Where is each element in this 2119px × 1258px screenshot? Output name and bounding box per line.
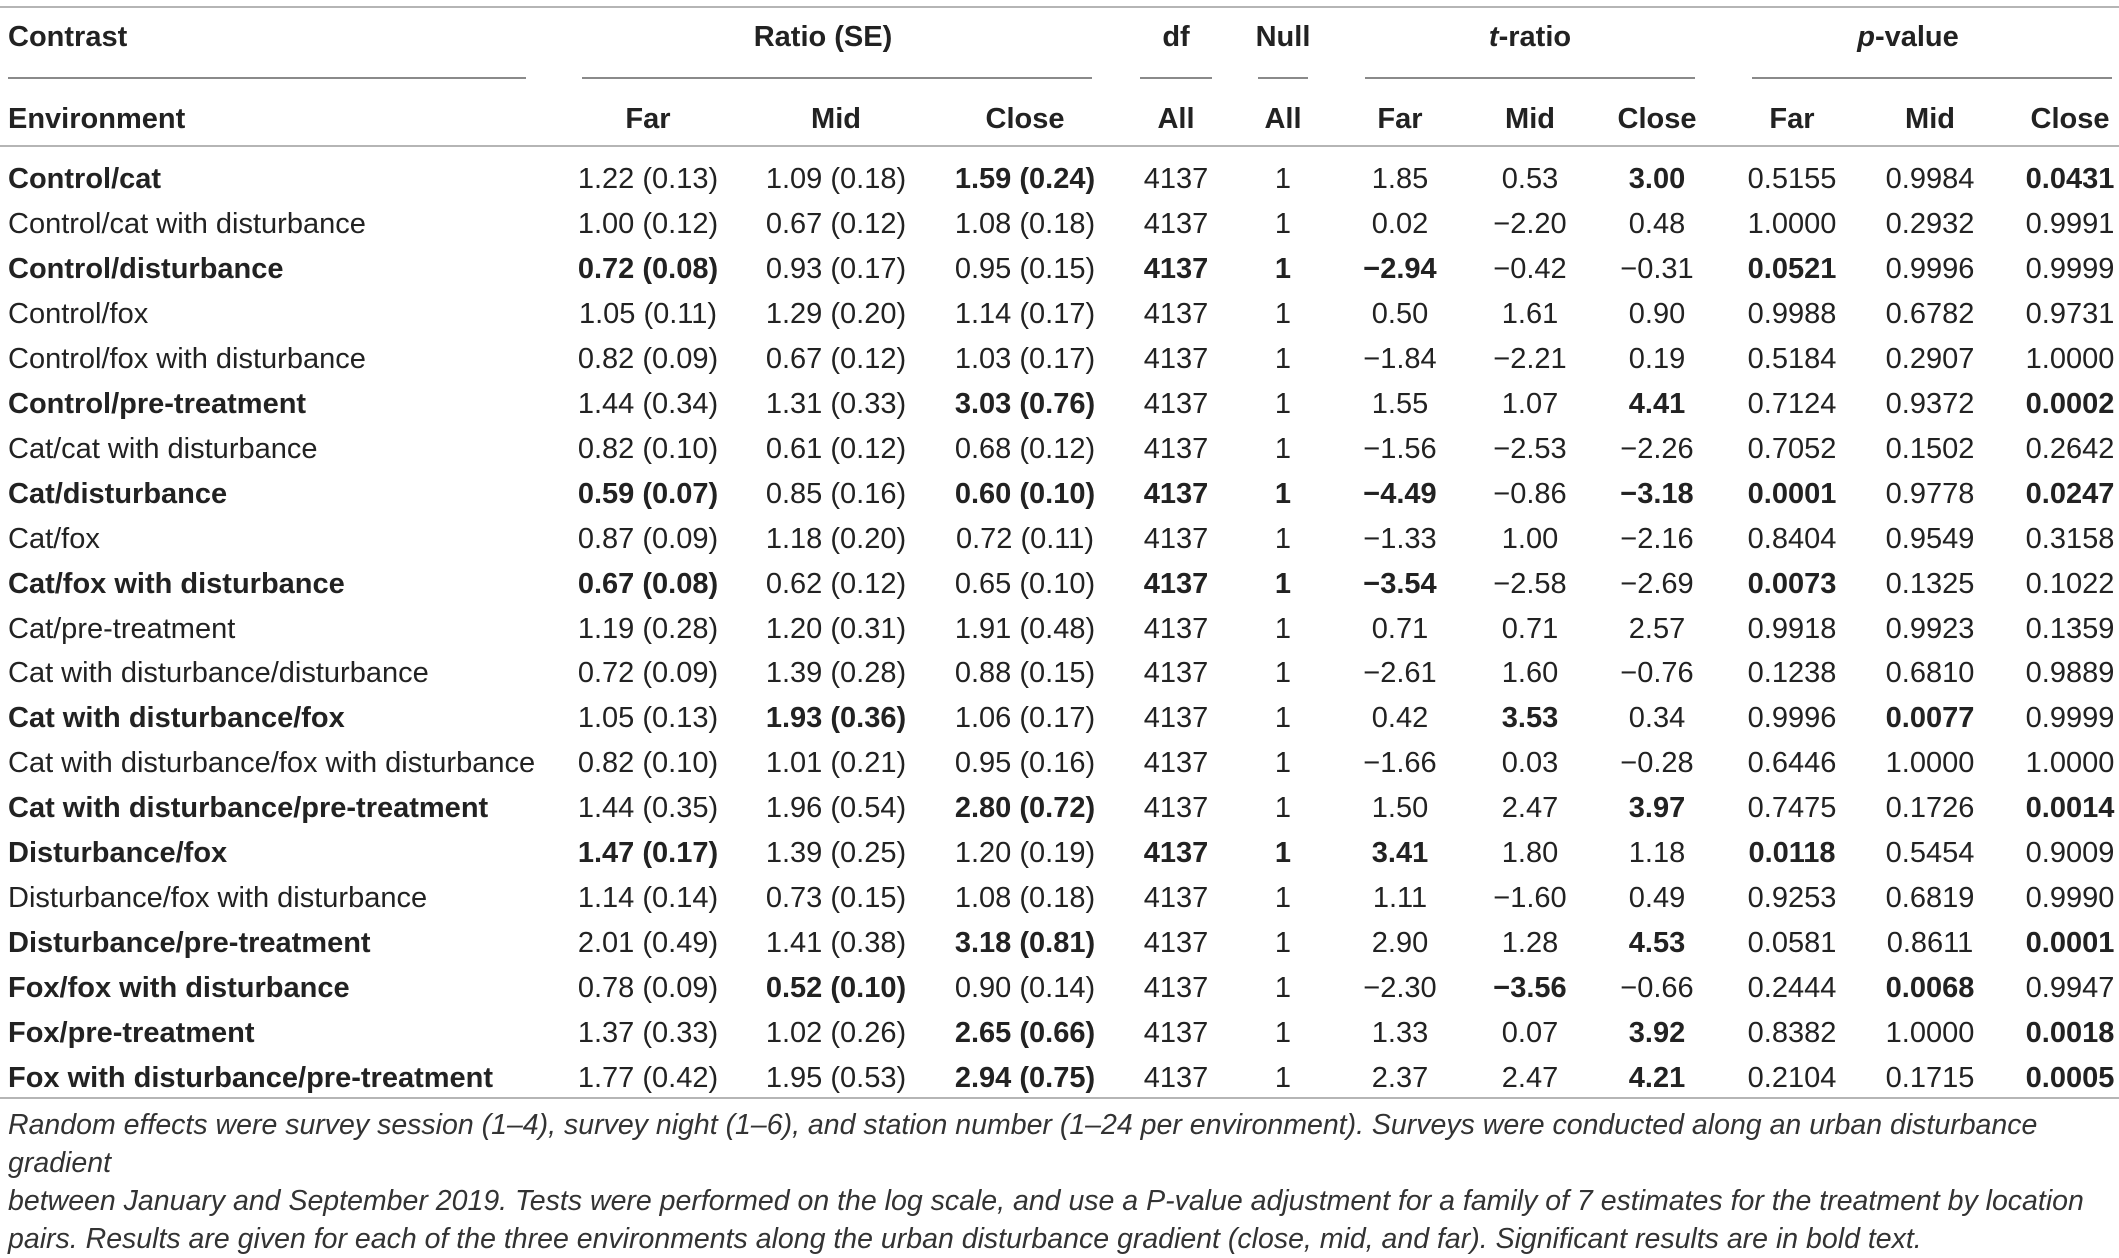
cell-p-mid: 0.9372 [1885, 387, 1975, 420]
cell-p-close: 0.1022 [2025, 567, 2115, 600]
cell-null: 1 [1274, 522, 1292, 555]
cell-ratio-close: 0.95 (0.15) [954, 252, 1096, 285]
cell-ratio-close: 0.68 (0.12) [954, 432, 1096, 465]
cell-t-close: 0.49 [1628, 882, 1686, 915]
cell-t-far: 1.50 [1371, 792, 1429, 825]
row-label: Cat with disturbance/fox with disturbance [8, 747, 536, 780]
df-underline [1140, 77, 1212, 79]
cell-ratio-close: 0.72 (0.11) [955, 522, 1095, 555]
cell-ratio-far: 1.00 (0.12) [577, 207, 719, 240]
cell-df: 4137 [1143, 297, 1209, 330]
cell-ratio-mid: 1.20 (0.31) [765, 612, 907, 645]
header-ratio-close: Close [985, 103, 1065, 135]
cell-df: 4137 [1143, 387, 1209, 420]
cell-ratio-mid: 1.95 (0.53) [765, 1062, 907, 1094]
cell-ratio-mid: 1.01 (0.21) [765, 747, 907, 780]
cell-p-far: 0.0073 [1747, 567, 1837, 600]
row-label: Control/cat with disturbance [8, 207, 366, 240]
cell-p-close: 0.0247 [2025, 477, 2115, 510]
cell-p-far: 0.0001 [1747, 477, 1837, 510]
cell-t-mid: −2.53 [1493, 432, 1567, 465]
cell-p-far: 0.7124 [1747, 387, 1837, 420]
cell-ratio-mid: 1.41 (0.38) [765, 927, 907, 960]
cell-ratio-mid: 1.09 (0.18) [765, 163, 907, 195]
row-label: Control/fox [8, 297, 149, 330]
cell-ratio-close: 1.59 (0.24) [954, 163, 1096, 195]
cell-null: 1 [1274, 657, 1292, 690]
cell-t-far: −1.66 [1363, 747, 1437, 780]
cell-t-mid: 1.60 [1501, 657, 1559, 690]
cell-p-close: 1.0000 [2025, 342, 2115, 375]
cell-ratio-mid: 0.67 (0.12) [765, 207, 907, 240]
cell-t-far: −1.33 [1363, 522, 1437, 555]
header-t-ratio-rest: -ratio [1498, 21, 1572, 53]
cell-ratio-close: 3.18 (0.81) [954, 927, 1096, 960]
cell-t-far: −4.49 [1363, 477, 1437, 510]
cell-t-mid: −0.42 [1493, 252, 1567, 285]
cell-t-close: 3.92 [1628, 1017, 1686, 1050]
cell-ratio-far: 0.82 (0.09) [577, 342, 719, 375]
cell-null: 1 [1274, 747, 1292, 780]
cell-df: 4137 [1143, 342, 1209, 375]
cell-ratio-mid: 0.73 (0.15) [765, 882, 907, 915]
cell-df: 4137 [1143, 972, 1209, 1005]
row-label: Fox with disturbance/pre-treatment [8, 1062, 494, 1094]
cell-p-close: 0.2642 [2025, 432, 2115, 465]
t-ratio-underline [1365, 77, 1695, 79]
cell-t-mid: 0.03 [1501, 747, 1559, 780]
cell-p-mid: 0.5454 [1885, 837, 1975, 870]
cell-df: 4137 [1143, 792, 1209, 825]
cell-t-close: −2.26 [1620, 432, 1694, 465]
row-label: Cat with disturbance/fox [8, 702, 345, 735]
row-label: Disturbance/fox with disturbance [8, 882, 428, 915]
cell-ratio-far: 1.77 (0.42) [577, 1062, 719, 1094]
cell-t-mid: 3.53 [1501, 702, 1559, 735]
cell-p-mid: 0.1502 [1885, 432, 1975, 465]
header-ratio-far: Far [625, 103, 671, 135]
header-environment: Environment [8, 103, 186, 135]
cell-null: 1 [1274, 432, 1292, 465]
cell-p-mid: 0.2932 [1885, 207, 1975, 240]
cell-t-mid: 2.47 [1501, 1062, 1559, 1094]
cell-t-mid: 1.28 [1501, 927, 1559, 960]
header-p-far: Far [1769, 103, 1815, 135]
header-p-mid: Mid [1905, 103, 1955, 135]
cell-ratio-far: 0.82 (0.10) [577, 432, 719, 465]
cell-null: 1 [1274, 387, 1292, 420]
cell-ratio-mid: 0.93 (0.17) [765, 252, 907, 285]
cell-p-far: 0.9253 [1747, 882, 1837, 915]
cell-t-far: −2.94 [1363, 252, 1437, 285]
cell-null: 1 [1274, 792, 1292, 825]
cell-p-close: 0.0431 [2025, 163, 2115, 195]
cell-null: 1 [1274, 1017, 1292, 1050]
cell-ratio-close: 0.88 (0.15) [954, 657, 1096, 690]
cell-p-close: 0.0002 [2025, 387, 2115, 420]
header-ratio-se: Ratio (SE) [753, 21, 893, 53]
cell-null: 1 [1274, 297, 1292, 330]
header-t-close: Close [1617, 103, 1697, 135]
cell-t-close: 4.21 [1628, 1062, 1686, 1094]
cell-ratio-close: 0.90 (0.14) [954, 972, 1096, 1005]
cell-null: 1 [1274, 612, 1292, 645]
cell-df: 4137 [1143, 612, 1209, 645]
row-label: Cat/disturbance [8, 477, 228, 510]
cell-ratio-far: 0.67 (0.08) [577, 567, 719, 600]
cell-ratio-far: 1.47 (0.17) [577, 837, 719, 870]
cell-t-far: −2.30 [1363, 972, 1437, 1005]
cell-null: 1 [1274, 882, 1292, 915]
cell-p-far: 0.9918 [1747, 612, 1837, 645]
cell-ratio-mid: 1.02 (0.26) [765, 1017, 907, 1050]
p-value-underline [1752, 77, 2112, 79]
cell-df: 4137 [1143, 747, 1209, 780]
table-bottom-rule [0, 1097, 2119, 1099]
cell-ratio-mid: 1.39 (0.25) [765, 837, 907, 870]
header-t-far: Far [1377, 103, 1423, 135]
cell-p-far: 0.2444 [1747, 972, 1837, 1005]
cell-t-mid: −2.20 [1493, 207, 1567, 240]
cell-ratio-close: 0.60 (0.10) [954, 477, 1096, 510]
row-label: Cat/cat with disturbance [8, 432, 318, 465]
cell-null: 1 [1274, 252, 1292, 285]
cell-ratio-close: 1.91 (0.48) [954, 612, 1096, 645]
cell-p-far: 0.5155 [1747, 163, 1837, 195]
cell-t-far: 0.71 [1371, 612, 1429, 645]
cell-t-close: 1.18 [1628, 837, 1686, 870]
cell-p-far: 0.9996 [1747, 702, 1837, 735]
cell-t-far: 2.37 [1371, 1062, 1429, 1094]
cell-null: 1 [1274, 477, 1292, 510]
header-ratio-mid: Mid [811, 103, 861, 135]
cell-t-close: 0.48 [1628, 207, 1686, 240]
cell-ratio-far: 0.59 (0.07) [577, 477, 719, 510]
cell-t-mid: 0.71 [1501, 612, 1559, 645]
cell-p-close: 0.9991 [2025, 207, 2115, 240]
cell-ratio-mid: 1.31 (0.33) [765, 387, 907, 420]
ratio-underline [582, 77, 1092, 79]
cell-t-mid: 2.47 [1501, 792, 1559, 825]
cell-df: 4137 [1143, 657, 1209, 690]
cell-t-far: −3.54 [1363, 567, 1437, 600]
cell-p-close: 0.9731 [2025, 297, 2115, 330]
cell-p-close: 0.9999 [2025, 702, 2115, 735]
cell-ratio-close: 2.65 (0.66) [954, 1017, 1096, 1050]
header-p-value [1857, 20, 1959, 54]
row-label: Disturbance/pre-treatment [8, 927, 371, 960]
cell-p-far: 0.1238 [1747, 657, 1837, 690]
cell-p-far: 0.5184 [1747, 342, 1837, 375]
cell-t-mid: 1.00 [1501, 522, 1559, 555]
cell-ratio-mid: 0.67 (0.12) [765, 342, 907, 375]
cell-ratio-close: 1.03 (0.17) [954, 342, 1096, 375]
cell-t-mid: −0.86 [1493, 477, 1567, 510]
cell-t-close: −2.16 [1620, 522, 1694, 555]
row-label: Fox/fox with disturbance [8, 972, 350, 1005]
cell-t-close: 0.34 [1628, 702, 1686, 735]
cell-t-mid: 0.07 [1501, 1017, 1559, 1050]
cell-df: 4137 [1143, 837, 1209, 870]
cell-t-far: 0.42 [1371, 702, 1429, 735]
cell-t-mid: 1.07 [1501, 387, 1559, 420]
row-label: Control/cat [8, 163, 162, 195]
cell-p-far: 0.0118 [1748, 837, 1836, 870]
cell-t-close: −0.76 [1620, 657, 1694, 690]
cell-ratio-far: 0.82 (0.10) [577, 747, 719, 780]
header-contrast: Contrast [8, 21, 128, 53]
cell-ratio-far: 2.01 (0.49) [577, 927, 719, 960]
cell-df: 4137 [1143, 522, 1209, 555]
cell-ratio-far: 0.87 (0.09) [577, 522, 719, 555]
cell-p-close: 0.9009 [2025, 837, 2115, 870]
cell-ratio-mid: 1.18 (0.20) [765, 522, 907, 555]
cell-df: 4137 [1143, 163, 1209, 195]
cell-t-close: 3.00 [1628, 163, 1686, 195]
cell-p-far: 0.8404 [1747, 522, 1837, 555]
cell-ratio-mid: 0.62 (0.12) [765, 567, 907, 600]
row-label: Fox/pre-treatment [8, 1017, 255, 1050]
cell-t-close: 4.41 [1628, 387, 1686, 420]
cell-p-close: 0.0018 [2025, 1017, 2115, 1050]
cell-ratio-far: 1.44 (0.34) [577, 387, 719, 420]
cell-ratio-mid: 1.96 (0.54) [765, 792, 907, 825]
cell-t-close: 2.57 [1628, 612, 1686, 645]
cell-t-close: 0.90 [1628, 297, 1686, 330]
cell-df: 4137 [1143, 927, 1209, 960]
cell-t-far: 0.02 [1371, 207, 1429, 240]
cell-p-close: 0.9889 [2025, 657, 2115, 690]
cell-df: 4137 [1143, 702, 1209, 735]
cell-ratio-far: 0.72 (0.09) [577, 657, 719, 690]
row-label: Control/fox with disturbance [8, 342, 366, 375]
cell-ratio-mid: 1.39 (0.28) [765, 657, 907, 690]
cell-null: 1 [1274, 163, 1292, 195]
row-label: Cat with disturbance/disturbance [8, 657, 429, 690]
row-label: Cat/fox [8, 522, 100, 555]
cell-ratio-mid: 0.61 (0.12) [765, 432, 907, 465]
cell-p-far: 0.2104 [1747, 1062, 1837, 1094]
cell-ratio-close: 1.08 (0.18) [954, 882, 1096, 915]
cell-ratio-far: 1.37 (0.33) [577, 1017, 719, 1050]
row-label: Cat/fox with disturbance [8, 567, 345, 600]
cell-null: 1 [1274, 1062, 1292, 1094]
cell-p-far: 0.6446 [1747, 747, 1837, 780]
row-label: Cat/pre-treatment [8, 612, 236, 645]
cell-t-far: 1.85 [1371, 163, 1429, 195]
cell-df: 4137 [1143, 477, 1209, 510]
cell-ratio-close: 1.06 (0.17) [954, 702, 1096, 735]
cell-t-close: 4.53 [1628, 927, 1686, 960]
cell-p-close: 1.0000 [2025, 747, 2115, 780]
cell-ratio-close: 3.03 (0.76) [954, 387, 1096, 420]
cell-ratio-mid: 1.93 (0.36) [765, 702, 907, 735]
cell-p-mid: 0.1715 [1885, 1062, 1975, 1094]
cell-ratio-close: 0.65 (0.10) [954, 567, 1096, 600]
header-p-value-rest: -value [1874, 21, 1959, 53]
null-underline [1258, 77, 1308, 79]
header-bottom-rule [0, 145, 2119, 147]
cell-p-mid: 0.9996 [1885, 252, 1975, 285]
table-top-rule [0, 6, 2119, 8]
header-t-mid: Mid [1505, 103, 1555, 135]
cell-p-close: 0.1359 [2025, 612, 2115, 645]
cell-t-far: 0.50 [1371, 297, 1429, 330]
cell-t-close: −0.31 [1620, 252, 1694, 285]
cell-t-far: −1.56 [1363, 432, 1437, 465]
cell-ratio-mid: 1.29 (0.20) [765, 297, 907, 330]
cell-ratio-far: 0.72 (0.08) [577, 252, 719, 285]
cell-p-mid: 0.1325 [1885, 567, 1975, 600]
cell-ratio-far: 1.22 (0.13) [577, 163, 719, 195]
cell-ratio-close: 1.14 (0.17) [954, 297, 1096, 330]
cell-p-mid: 0.8611 [1886, 927, 1974, 960]
cell-t-far: 1.11 [1372, 882, 1428, 915]
cell-ratio-close: 2.80 (0.72) [954, 792, 1096, 825]
cell-t-mid: −1.60 [1493, 882, 1567, 915]
cell-p-mid: 1.0000 [1885, 747, 1975, 780]
cell-t-close: −2.69 [1620, 567, 1694, 600]
cell-null: 1 [1274, 927, 1292, 960]
cell-df: 4137 [1143, 882, 1209, 915]
cell-p-close: 0.9947 [2025, 972, 2115, 1005]
cell-ratio-far: 0.78 (0.09) [577, 972, 719, 1005]
cell-p-close: 0.3158 [2025, 522, 2115, 555]
cell-t-mid: 1.80 [1501, 837, 1559, 870]
cell-p-far: 0.7475 [1747, 792, 1837, 825]
row-label: Control/disturbance [8, 252, 284, 285]
cell-ratio-far: 1.05 (0.11) [578, 297, 718, 330]
cell-t-mid: −2.58 [1493, 567, 1567, 600]
cell-t-close: −3.18 [1620, 477, 1694, 510]
cell-p-mid: 0.9549 [1885, 522, 1975, 555]
cell-t-close: −0.66 [1620, 972, 1694, 1005]
cell-ratio-far: 1.19 (0.28) [577, 612, 719, 645]
cell-t-far: 1.33 [1371, 1017, 1429, 1050]
header-null-all: All [1264, 103, 1302, 135]
cell-p-mid: 0.9778 [1885, 477, 1975, 510]
header-null: Null [1255, 21, 1311, 53]
cell-t-close: 3.97 [1628, 792, 1686, 825]
cell-p-close: 0.9990 [2025, 882, 2115, 915]
cell-p-mid: 0.6782 [1885, 297, 1975, 330]
cell-p-far: 1.0000 [1747, 207, 1837, 240]
cell-ratio-mid: 0.52 (0.10) [765, 972, 907, 1005]
cell-p-close: 0.0005 [2025, 1062, 2115, 1094]
cell-df: 4137 [1143, 1062, 1209, 1094]
cell-p-mid: 0.6819 [1885, 882, 1975, 915]
header-p-close: Close [2030, 103, 2110, 135]
header-p-value-italic: p [1857, 21, 1875, 53]
cell-null: 1 [1274, 972, 1292, 1005]
cell-p-mid: 0.9923 [1885, 612, 1975, 645]
cell-df: 4137 [1143, 567, 1209, 600]
contrast-underline [8, 77, 526, 79]
row-label: Control/pre-treatment [8, 387, 307, 420]
cell-ratio-close: 2.94 (0.75) [954, 1062, 1096, 1094]
row-label: Cat with disturbance/pre-treatment [8, 792, 489, 825]
cell-p-far: 0.8382 [1747, 1017, 1837, 1050]
cell-p-mid: 1.0000 [1885, 1017, 1975, 1050]
cell-df: 4137 [1143, 432, 1209, 465]
cell-ratio-mid: 0.85 (0.16) [765, 477, 907, 510]
cell-p-far: 0.0581 [1747, 927, 1837, 960]
table-footnote: Random effects were survey session (1–4), survey night (1–6), and station number (1–24 per environment). Surveys were conducted along an urban disturbance gradient between January and September 2019. Tests were performed on the log scale, and use a P-value adjustment for a family of 7 estimates for the treatment by location pairs. Results are given for each of the three environments along the urban disturbance gradient (close, mid, and far). Significant results are in bold text. [8, 1109, 2084, 1255]
cell-ratio-far: 1.05 (0.13) [577, 702, 719, 735]
cell-t-far: 3.41 [1371, 837, 1429, 870]
cell-p-far: 0.0521 [1747, 252, 1837, 285]
cell-p-close: 0.0014 [2025, 792, 2115, 825]
header-t-ratio [1489, 20, 1571, 54]
cell-null: 1 [1274, 837, 1292, 870]
cell-ratio-far: 1.44 (0.35) [577, 792, 719, 825]
header-df-all: All [1157, 103, 1195, 135]
cell-t-far: −1.84 [1363, 342, 1437, 375]
cell-df: 4137 [1143, 207, 1209, 240]
cell-p-mid: 0.6810 [1885, 657, 1975, 690]
cell-t-mid: −3.56 [1493, 972, 1567, 1005]
cell-t-mid: 1.61 [1501, 297, 1559, 330]
cell-p-mid: 0.2907 [1885, 342, 1975, 375]
cell-t-mid: −2.21 [1493, 342, 1567, 375]
cell-t-close: −0.28 [1620, 747, 1694, 780]
cell-p-mid: 0.0068 [1885, 972, 1975, 1005]
header-t-ratio-italic: t [1488, 21, 1499, 53]
cell-t-far: −2.61 [1363, 657, 1437, 690]
cell-p-mid: 0.9984 [1885, 163, 1975, 195]
cell-ratio-close: 0.95 (0.16) [954, 747, 1096, 780]
cell-ratio-close: 1.08 (0.18) [954, 207, 1096, 240]
cell-null: 1 [1274, 342, 1292, 375]
cell-p-far: 0.9988 [1747, 297, 1837, 330]
cell-p-close: 0.0001 [2025, 927, 2115, 960]
cell-p-far: 0.7052 [1747, 432, 1837, 465]
cell-t-mid: 0.53 [1501, 163, 1559, 195]
cell-p-close: 0.9999 [2025, 252, 2115, 285]
cell-null: 1 [1274, 702, 1292, 735]
cell-ratio-far: 1.14 (0.14) [577, 882, 719, 915]
cell-df: 4137 [1143, 1017, 1209, 1050]
row-label: Disturbance/fox [8, 837, 228, 870]
cell-null: 1 [1274, 207, 1292, 240]
cell-t-far: 1.55 [1371, 387, 1429, 420]
cell-null: 1 [1274, 567, 1292, 600]
cell-t-far: 2.90 [1371, 927, 1429, 960]
cell-t-close: 0.19 [1628, 342, 1686, 375]
cell-df: 4137 [1143, 252, 1209, 285]
cell-p-mid: 0.1726 [1885, 792, 1975, 825]
header-df: df [1162, 21, 1190, 53]
cell-ratio-close: 1.20 (0.19) [954, 837, 1096, 870]
cell-p-mid: 0.0077 [1885, 702, 1975, 735]
